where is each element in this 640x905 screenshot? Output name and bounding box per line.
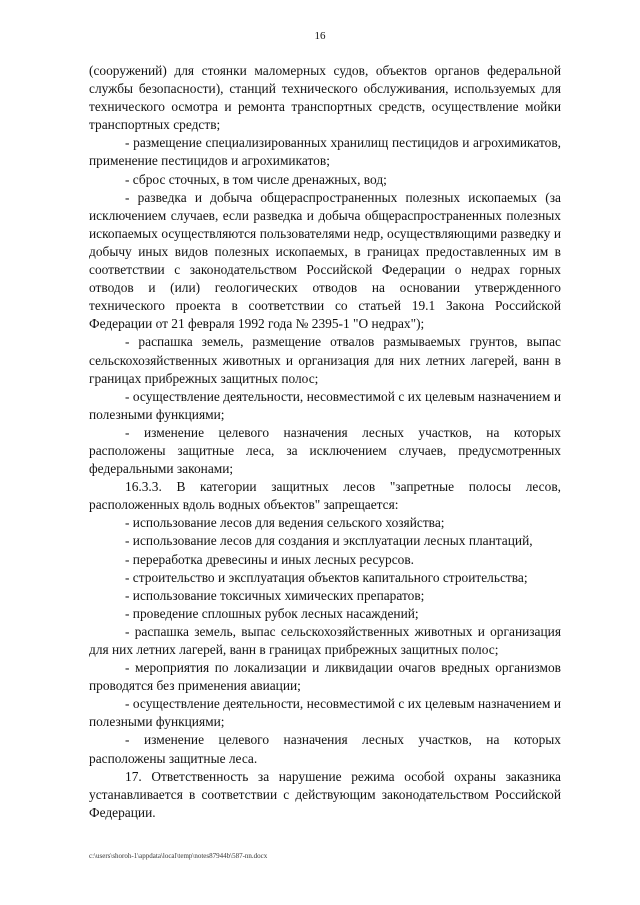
- list-item-land-purpose-change: - изменение целевого назначения лесных участков, на которых расположены защитные леса.: [89, 732, 561, 766]
- list-item-clear-cutting: - проведение сплошных рубок лесных насаждений;: [125, 605, 419, 621]
- list-item-incompatible-activity: - осуществление деятельности, несовместимой с их целевым назначением и полезными функциями;: [89, 696, 561, 730]
- paragraph-wastewater: - сброс сточных, в том числе дренажных, вод;: [125, 171, 387, 187]
- list-item-toxic-chemicals: - использование токсичных химических препаратов;: [125, 587, 425, 603]
- list-item-plantations: - использование лесов для создания и эксплуатации лесных плантаций,: [125, 533, 533, 549]
- document-body: [89, 62, 561, 822]
- paragraph-incompatible-activity: - осуществление деятельности, несовместимой с их целевым назначением и полезными функциями;: [89, 388, 561, 422]
- paragraph-section-17: 17. Ответственность за нарушение режима особой охраны заказника устанавливается в соответствии с действующим законодательством Российской Федерации.: [89, 768, 561, 820]
- list-item-agriculture: - использование лесов для ведения сельского хозяйства;: [125, 515, 445, 531]
- list-item-wood-processing: - переработка древесины и иных лесных ресурсов.: [125, 551, 414, 567]
- list-item-construction: - строительство и эксплуатация объектов капитального строительства;: [125, 569, 528, 585]
- list-item-plowing-grazing: - распашка земель, выпас сельскохозяйственных животных и организация для них летних лагерей, ванн в границах прибрежных защитных полос;: [89, 623, 561, 657]
- paragraph-continuation: (сооружений) для стоянки маломерных судов, объектов органов федеральной службы безопасности), станций технического обслуживания, используемых для технического осмотра и ремонта транспортных средств, осуществление мойки транспортных средств;: [89, 63, 561, 133]
- list-item-pest-control: - мероприятия по локализации и ликвидации очагов вредных организмов проводятся без применения авиации;: [89, 660, 561, 694]
- paragraph-section-16-3-3: 16.3.3. В категории защитных лесов "запретные полосы лесов, расположенных вдоль водных объектов" запрещается:: [89, 479, 561, 513]
- paragraph-mining: - разведка и добыча общераспространенных полезных ископаемых (за исключением случаев, если разведка и добыча общераспространенных полезных ископаемых осуществляются пользователями недр, осуществляющими разведку и добычу иных видов полезных ископаемых, в границах предоставленных им в соответствии с законодательством Российской Федерации о недрах горных отводов и (или) геологических отводов на основании утвержденного технического проекта в соответствии со статьей 19.1 Закона Российской Федерации от 21 февраля 1992 года № 2395-1 "О недрах");: [89, 189, 561, 332]
- paragraph-pesticide-storage: - размещение специализированных хранилищ пестицидов и агрохимикатов, применение пестицидов и агрохимикатов;: [89, 135, 561, 169]
- paragraph-land-purpose-change: - изменение целевого назначения лесных участков, на которых расположены защитные леса, за исключением случаев, предусмотренных федеральными законами;: [89, 424, 561, 477]
- paragraph-plowing: - распашка земель, размещение отвалов размываемых грунтов, выпас сельскохозяйственных животных и организация для них летних лагерей, ванн в границах прибрежных защитных полос;: [89, 334, 561, 386]
- footer-file-path: c:\users\shoroh-1\appdata\local\temp\notes87944b\587-nn.docx: [89, 852, 268, 860]
- page-number: 16: [314, 30, 326, 42]
